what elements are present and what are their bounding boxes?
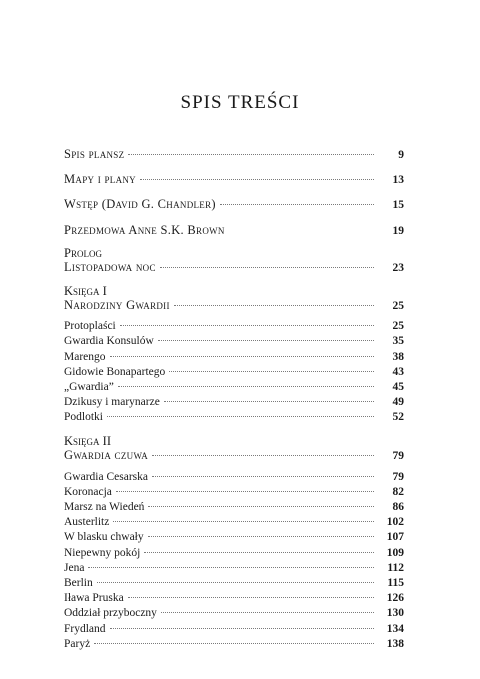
toc-chapter-page: 38: [392, 350, 404, 363]
toc-chapter-label: Marengo: [64, 350, 106, 363]
leader-dots: [148, 536, 374, 537]
part1-chapter-list: [64, 319, 404, 425]
leader-dots: [164, 401, 374, 402]
toc-chapter-row: [64, 591, 404, 606]
page-title: SPIS TREŚCI: [180, 92, 300, 113]
toc-chapter-row: [64, 576, 404, 591]
toc-chapter-page: 79: [392, 470, 404, 483]
section-heading: Księga I: [64, 283, 107, 298]
toc-chapter-label: Jena: [64, 561, 85, 574]
part2-heading: [64, 435, 404, 448]
table-of-contents: [64, 147, 404, 652]
leader-dots: [94, 643, 374, 644]
toc-chapter-page: 112: [387, 561, 404, 574]
part2-chapter-list: [64, 470, 404, 652]
toc-entry-label: Gwardia czuwa: [64, 448, 149, 463]
toc-chapter-row: [64, 485, 404, 500]
toc-entry-page: 9: [398, 149, 404, 161]
toc-chapter-label: Podlotki: [64, 411, 103, 424]
leader-dots: [152, 455, 374, 456]
leader-dots: [110, 356, 374, 357]
toc-entry-label: Spis plansz: [64, 147, 125, 161]
toc-chapter-label: Protoplaści: [64, 320, 116, 333]
toc-chapter-row: [64, 530, 404, 545]
toc-chapter-page: 25: [392, 320, 404, 333]
toc-chapter-row: [64, 546, 404, 561]
toc-chapter-label: Gwardia Konsulów: [64, 335, 154, 348]
toc-chapter-label: „Gwardia”: [64, 380, 114, 393]
leader-dots: [144, 552, 374, 553]
toc-chapter-label: Paryż: [64, 637, 91, 650]
section-heading: Prolog: [64, 245, 102, 260]
leader-dots: [140, 179, 374, 180]
toc-entry-page: 13: [392, 174, 404, 187]
leader-dots: [128, 154, 374, 155]
toc-entry-prolog: [64, 260, 404, 275]
leader-dots: [174, 305, 374, 306]
toc-entry-front-2: [64, 197, 404, 212]
toc-chapter-row: [64, 515, 404, 530]
toc-chapter-page: 126: [386, 592, 404, 605]
toc-entry-page: 19: [392, 224, 404, 237]
toc-entry-label: Przedmowa Anne S.K. Brown: [64, 222, 225, 237]
toc-entry-label: Narodziny Gwardii: [64, 297, 170, 312]
toc-chapter-label: Gwardia Cesarska: [64, 470, 148, 483]
toc-chapter-label: W blasku chwały: [64, 531, 144, 544]
leader-dots: [128, 597, 374, 598]
prolog-heading: [64, 247, 404, 260]
toc-entry-front-1: [64, 172, 404, 187]
toc-chapter-page: 82: [392, 485, 404, 498]
toc-chapter-page: 107: [386, 531, 404, 544]
toc-chapter-row: [64, 606, 404, 621]
part1-heading: [64, 285, 404, 298]
leader-dots: [88, 567, 374, 568]
leader-dots: [152, 476, 374, 477]
toc-chapter-row: [64, 380, 404, 395]
toc-entry-page: 79: [392, 450, 404, 463]
leader-dots: [116, 491, 374, 492]
leader-dots: [158, 340, 374, 341]
toc-chapter-row: [64, 365, 404, 380]
toc-chapter-page: 49: [392, 396, 404, 409]
toc-chapter-page: 109: [386, 546, 404, 559]
leader-dots: [220, 204, 374, 205]
toc-chapter-page: 35: [392, 335, 404, 348]
toc-chapter-label: Frydland: [64, 622, 106, 635]
leader-dots: [161, 612, 374, 613]
toc-chapter-page: 52: [392, 411, 404, 424]
toc-entry-label: Listopadowa noc: [64, 259, 156, 274]
toc-entry-page: 15: [392, 199, 404, 212]
toc-chapter-page: 115: [387, 576, 404, 589]
leader-dots: [107, 416, 374, 417]
toc-chapter-row: [64, 395, 404, 410]
toc-chapter-page: 134: [386, 622, 404, 635]
toc-entry-page: 25: [392, 299, 404, 312]
toc-chapter-label: Iława Pruska: [64, 592, 124, 605]
toc-chapter-label: Berlin: [64, 576, 93, 589]
toc-chapter-row: [64, 350, 404, 365]
leader-dots: [118, 386, 374, 387]
leader-dots: [97, 582, 374, 583]
toc-chapter-page: 102: [386, 516, 404, 529]
toc-chapter-row: [64, 500, 404, 515]
toc-chapter-label: Dzikusy i marynarze: [64, 396, 160, 409]
toc-chapter-page: 86: [392, 501, 404, 513]
toc-entry-part1: [64, 298, 404, 313]
toc-chapter-page: 45: [392, 380, 404, 393]
leader-dots: [160, 267, 374, 268]
toc-chapter-row: [64, 334, 404, 349]
leader-dots: [169, 371, 374, 372]
toc-chapter-label: Marsz na Wiedeń: [64, 501, 145, 513]
toc-chapter-label: Oddział przyboczny: [64, 607, 157, 620]
toc-chapter-row: [64, 470, 404, 485]
leader-dots: [113, 521, 374, 522]
leader-dots: [110, 628, 374, 629]
toc-chapter-page: 138: [386, 637, 404, 650]
toc-chapter-page: 43: [392, 365, 404, 378]
toc-entry-label: Wstęp (David G. Chandler): [64, 197, 216, 212]
toc-chapter-label: Gidowie Bonapartego: [64, 365, 166, 378]
toc-entry-page: 23: [392, 261, 404, 274]
leader-dots: [148, 506, 374, 507]
toc-entry-part2: [64, 448, 404, 463]
toc-chapter-label: Koronacja: [64, 485, 112, 498]
toc-chapter-row: [64, 637, 404, 652]
toc-entry-front-3: [64, 223, 404, 238]
toc-chapter-page: 130: [386, 607, 404, 620]
leader-dots: [120, 325, 374, 326]
toc-chapter-row: [64, 561, 404, 576]
toc-chapter-row: [64, 319, 404, 334]
toc-chapter-row: [64, 622, 404, 637]
section-heading: Księga II: [64, 434, 111, 449]
toc-entry-label: Mapy i plany: [64, 172, 136, 187]
toc-chapter-row: [64, 410, 404, 425]
toc-chapter-label: Austerlitz: [64, 516, 110, 529]
toc-entry-front-0: [64, 147, 404, 162]
toc-chapter-label: Niepewny pokój: [64, 546, 141, 559]
